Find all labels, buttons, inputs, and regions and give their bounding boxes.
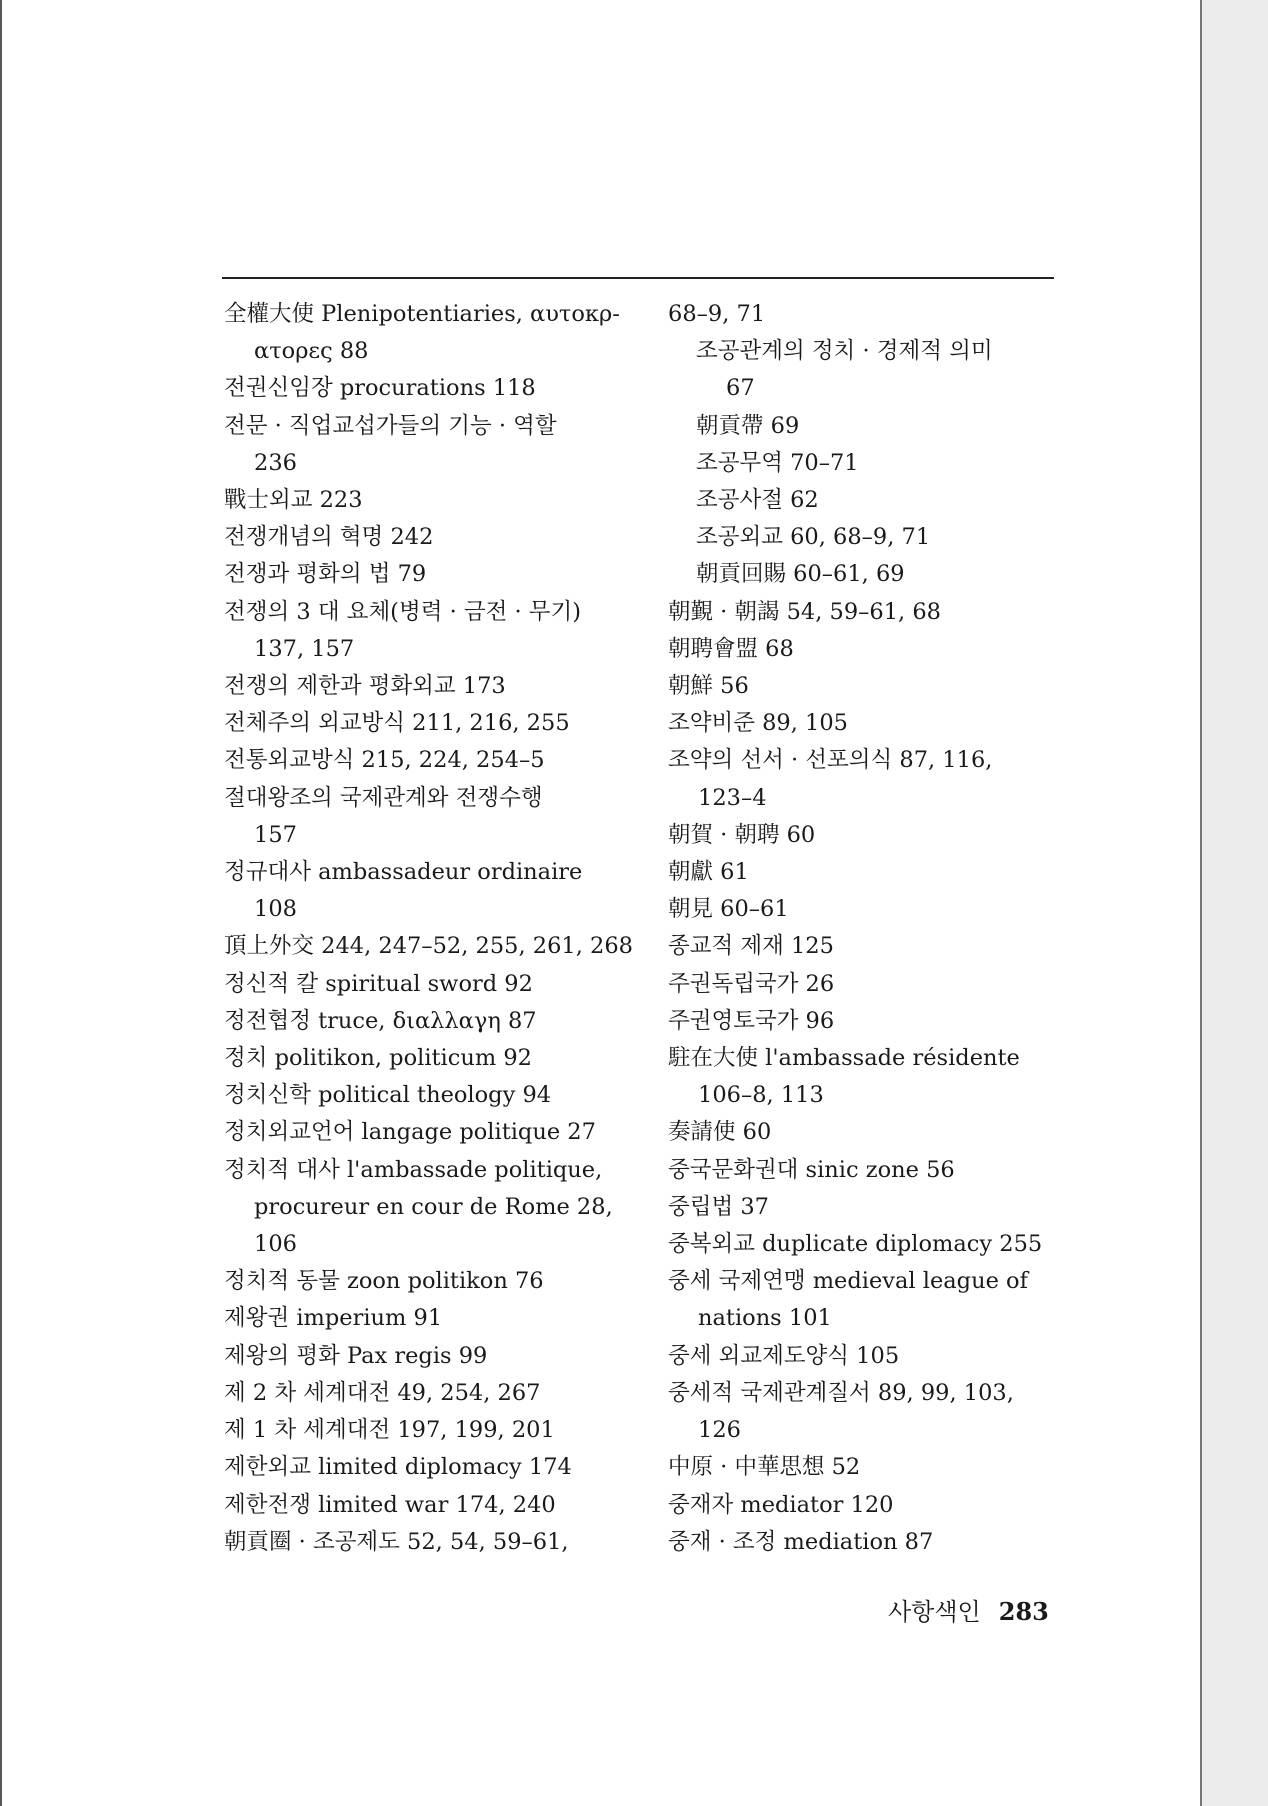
index-entry-text: 朝聘會盟 68 — [668, 635, 794, 662]
index-entry-continuation: 106–8, 113 — [698, 1082, 824, 1109]
index-entry — [224, 1524, 634, 1561]
index-entry-text: 朝獻 61 — [668, 859, 749, 886]
index-entry — [668, 705, 1063, 742]
index-entry — [668, 519, 1063, 556]
index-entry — [224, 408, 634, 482]
index-entry-text: 정규대사 ambassadeur ordinaire — [224, 859, 583, 886]
index-entry-text: 제왕의 평화 Pax regis 99 — [224, 1342, 488, 1369]
index-entry — [224, 966, 634, 1003]
index-entry — [668, 1040, 1063, 1114]
index-entry — [668, 296, 1063, 333]
index-entry — [668, 1114, 1063, 1151]
index-entry-text: 朝貢帶 69 — [696, 412, 800, 439]
index-entry-text: 전쟁의 제한과 평화외교 173 — [224, 673, 506, 700]
index-entry — [224, 1338, 634, 1375]
index-entry-text: 중세적 국제관계질서 89, 99, 103, — [668, 1379, 1014, 1406]
index-entry-text: 전쟁의 3 대 요체(병력 · 금전 · 무기) — [224, 598, 582, 625]
index-entry — [668, 891, 1063, 928]
index-entry — [224, 1263, 634, 1300]
index-entry-text: 정치외교언어 langage politique 27 — [224, 1119, 596, 1146]
index-entry-text: 종교적 제재 125 — [668, 933, 834, 960]
index-entry-text: 제한전쟁 limited war 174, 240 — [224, 1491, 556, 1518]
index-entry-text: 조약의 선서 · 선포의식 87, 116, — [668, 747, 993, 774]
index-entry — [668, 631, 1063, 668]
index-entry — [224, 1412, 634, 1449]
index-entry — [668, 1263, 1063, 1337]
index-entry — [224, 1375, 634, 1412]
page-number: 283 — [998, 1597, 1049, 1626]
index-entry-continuation: procureur en cour de Rome 28, — [254, 1193, 613, 1220]
index-entry-continuation: 108 — [254, 896, 297, 923]
index-entry-text: 奏請使 60 — [668, 1119, 772, 1146]
index-entry-text: 조약비준 89, 105 — [668, 710, 848, 737]
index-entry-text: 朝貢圈 · 조공제도 52, 54, 59–61, — [224, 1528, 569, 1555]
index-entry-text: 중재자 mediator 120 — [668, 1491, 894, 1518]
index-entry-text: 제 1 차 세계대전 197, 199, 201 — [224, 1417, 555, 1444]
index-entry-text: 조공관계의 정치 · 경제적 의미 — [696, 338, 993, 365]
index-entry — [224, 1152, 634, 1264]
index-entry-text: 정신적 칼 spiritual sword 92 — [224, 970, 533, 997]
index-entry-text: 전쟁개념의 혁명 242 — [224, 524, 434, 551]
index-entry — [668, 594, 1063, 631]
index-entry — [224, 370, 634, 407]
index-entry-continuation: 67 — [726, 375, 755, 402]
index-entry-text: 중재 · 조정 mediation 87 — [668, 1528, 934, 1555]
index-entry-text: 중세 외교제도양식 105 — [668, 1342, 900, 1369]
index-entry-text: 제왕권 imperium 91 — [224, 1305, 443, 1332]
index-entry — [224, 854, 634, 928]
index-entry — [224, 705, 634, 742]
index-entry — [224, 556, 634, 593]
index-entry-text: 주권독립국가 26 — [668, 970, 835, 997]
index-entry — [668, 742, 1063, 816]
index-entry — [224, 1077, 634, 1114]
index-entry-text: 中原 · 中華思想 52 — [668, 1454, 861, 1481]
index-entry-text: 조공외교 60, 68–9, 71 — [696, 524, 931, 551]
index-entry — [224, 1040, 634, 1077]
index-entry — [224, 519, 634, 556]
index-entry — [668, 1487, 1063, 1524]
index-entry — [224, 742, 634, 779]
index-entry-continuation: 123–4 — [698, 784, 767, 811]
index-entry-continuation: 106 — [254, 1231, 297, 1258]
index-entry — [668, 1152, 1063, 1189]
index-entry-text: 전통외교방식 215, 224, 254–5 — [224, 747, 545, 774]
index-entry — [224, 482, 634, 519]
index-entry-text: 정치신학 political theology 94 — [224, 1082, 552, 1109]
index-column-right — [668, 296, 1063, 1561]
index-entry-text: 제한외교 limited diplomacy 174 — [224, 1454, 572, 1481]
index-entry-text: 제 2 차 세계대전 49, 254, 267 — [224, 1379, 541, 1406]
index-entry — [668, 333, 1063, 407]
index-entry-text: 朝貢回賜 60–61, 69 — [696, 561, 905, 588]
index-entry — [224, 594, 634, 668]
index-entry — [668, 928, 1063, 965]
index-entry — [668, 1226, 1063, 1263]
page-footer — [888, 1592, 1049, 1627]
index-entry-text: 정치적 대사 l'ambassade politique, — [224, 1156, 603, 1183]
index-column-left — [224, 296, 634, 1561]
index-entry — [224, 1300, 634, 1337]
index-entry-text: 중복외교 duplicate diplomacy 255 — [668, 1231, 1043, 1258]
index-entry-continuation: ατορες 88 — [254, 338, 369, 365]
index-entry-text: 정전협정 truce, διαλλαγη 87 — [224, 1007, 537, 1034]
index-entry — [668, 1189, 1063, 1226]
index-entry-text: 전권신임장 procurations 118 — [224, 375, 536, 402]
index-entry-text: 朝鮮 56 — [668, 673, 749, 700]
index-entry-text: 朝覲 · 朝謁 54, 59–61, 68 — [668, 598, 941, 625]
index-entry — [668, 1338, 1063, 1375]
index-entry-text: 朝見 60–61 — [668, 896, 789, 923]
index-entry — [668, 668, 1063, 705]
header-rule — [222, 277, 1054, 279]
index-entry-text: 전문 · 직업교섭가들의 기능 · 역할 — [224, 412, 557, 439]
index-entry — [668, 408, 1063, 445]
index-entry-continuation: 137, 157 — [254, 635, 355, 662]
index-entry-text: 중립법 37 — [668, 1193, 769, 1220]
index-entry-text: 68–9, 71 — [668, 301, 766, 327]
index-entry-text: 朝賀 · 朝聘 60 — [668, 821, 816, 848]
index-entry-continuation: 236 — [254, 449, 297, 476]
index-entry — [224, 1003, 634, 1040]
index-entry — [668, 817, 1063, 854]
index-entry-text: 절대왕조의 국제관계와 전쟁수행 — [224, 784, 543, 811]
index-entry — [668, 1003, 1063, 1040]
index-entry — [668, 482, 1063, 519]
index-entry — [224, 928, 634, 965]
index-entry-continuation: 157 — [254, 821, 297, 848]
index-entry-continuation: nations 101 — [698, 1305, 832, 1332]
index-entry — [224, 668, 634, 705]
index-entry — [224, 296, 634, 370]
index-entry-continuation: 126 — [698, 1417, 741, 1444]
index-entry-text: 주권영토국가 96 — [668, 1007, 835, 1034]
index-entry — [224, 1449, 634, 1486]
footer-section-title: 사항색인 — [888, 1598, 981, 1626]
index-entry — [668, 556, 1063, 593]
index-entry-text: 전체주의 외교방식 211, 216, 255 — [224, 710, 570, 737]
index-entry-text: 全權大使 Plenipotentiaries, αυτοκρ- — [224, 301, 620, 327]
index-entry — [668, 1524, 1063, 1561]
index-entry-text: 조공사절 62 — [696, 487, 819, 514]
index-entry-text: 조공무역 70–71 — [696, 449, 859, 476]
index-entry — [224, 1487, 634, 1524]
index-entry-text: 정치 politikon, politicum 92 — [224, 1045, 532, 1072]
index-entry — [224, 780, 634, 854]
index-entry — [668, 854, 1063, 891]
index-entry — [668, 445, 1063, 482]
index-entry-text: 頂上外交 244, 247–52, 255, 261, 268 — [224, 933, 633, 960]
index-entry-text: 정치적 동물 zoon politikon 76 — [224, 1268, 544, 1295]
index-entry — [668, 1449, 1063, 1486]
index-entry — [224, 1114, 634, 1151]
index-entry-text: 駐在大使 l'ambassade résidente — [668, 1045, 1020, 1072]
index-entry-text: 중세 국제연맹 medieval league of — [668, 1268, 1028, 1295]
index-entry-text: 중국문화권대 sinic zone 56 — [668, 1156, 955, 1183]
index-entry — [668, 966, 1063, 1003]
index-entry-text: 戰士외교 223 — [224, 487, 363, 514]
index-entry-text: 전쟁과 평화의 법 79 — [224, 561, 427, 588]
index-entry — [668, 1375, 1063, 1449]
viewer-background — [1202, 0, 1268, 1806]
